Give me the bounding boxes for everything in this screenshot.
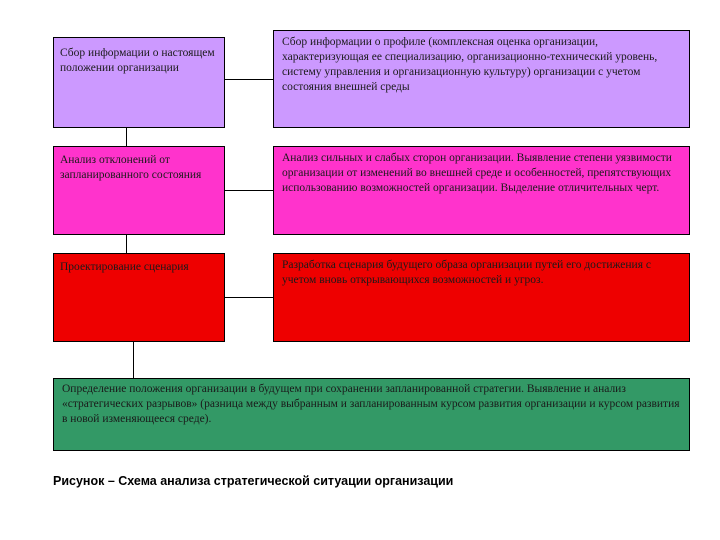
- detail-scenario-development-text: Разработка сценария будущего образа организации путей его достижения с учетом вновь открывающихся возможностей и угроз.: [282, 259, 651, 286]
- connector-row2: [225, 190, 273, 191]
- connector-row1: [225, 79, 273, 80]
- detail-swot-analysis-text: Анализ сильных и слабых сторон организации. Выявление степени уязвимости организации от изменений во внешней среде и особенностей, препятствующих использованию возможностей организации. Выделение отличительных черт.: [282, 152, 672, 194]
- detail-scenario-development: [273, 253, 690, 342]
- connector-2-3: [126, 235, 127, 253]
- detail-swot-analysis: [273, 146, 690, 235]
- step-future-position-text: Определение положения организации в будущем при сохранении запланированной стратегии. Выявление и анализ «стратегических разрывов» (разница между выбранным и запланированным курсом развития организации и курсом развития в новой изменяющееся среде).: [62, 383, 680, 425]
- step-deviation-analysis: [53, 146, 225, 235]
- connector-3-bottom: [133, 342, 134, 378]
- connector-1-2: [126, 128, 127, 146]
- step-collect-current-state-label: Сбор информации о настоящем положении организации: [60, 47, 215, 74]
- step-future-position: [53, 378, 690, 451]
- connector-row3: [225, 297, 273, 298]
- step-scenario-design: [53, 253, 225, 342]
- step-scenario-design-label: Проектирование сценария: [60, 261, 189, 273]
- figure-caption: Рисунок – Схема анализа стратегической ситуации организации: [53, 474, 454, 488]
- step-deviation-analysis-label: Анализ отклонений от запланированного состояния: [60, 154, 202, 181]
- detail-collect-profile: [273, 30, 690, 128]
- detail-collect-profile-text: Сбор информации о профиле (комплексная оценка организации, характеризующая ее специализацию, организационно-технический уровень, систему управления и организационную культуру) организации с учетом состояния внешней среды: [282, 36, 658, 93]
- step-collect-current-state: [53, 37, 225, 128]
